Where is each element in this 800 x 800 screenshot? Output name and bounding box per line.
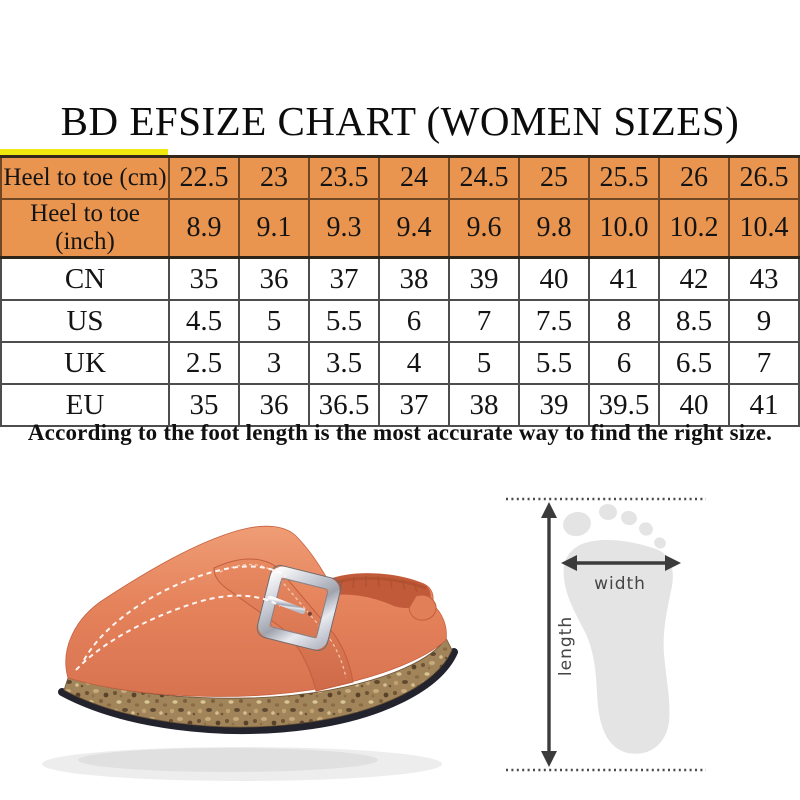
size-value-cell: 25.5 xyxy=(589,157,659,200)
size-value-cell: 8.9 xyxy=(169,199,239,258)
row-header-cell: UK xyxy=(1,342,169,384)
size-value-cell: 6 xyxy=(589,342,659,384)
size-table-row xyxy=(1,342,799,384)
size-value-cell: 7 xyxy=(729,342,799,384)
size-value-cell: 5 xyxy=(449,342,519,384)
size-value-cell: 23.5 xyxy=(309,157,379,200)
page-title: BD EFSIZE CHART (WOMEN SIZES) xyxy=(60,98,740,144)
size-value-cell: 39 xyxy=(519,384,589,426)
size-value-cell: 10.2 xyxy=(659,199,729,258)
size-value-cell: 7 xyxy=(449,300,519,342)
row-header-cell: Heel to toe (cm) xyxy=(1,157,169,200)
size-value-cell: 4 xyxy=(379,342,449,384)
size-value-cell: 40 xyxy=(519,258,589,301)
size-value-cell: 36.5 xyxy=(309,384,379,426)
size-value-cell: 39 xyxy=(449,258,519,301)
size-value-cell: 6.5 xyxy=(659,342,729,384)
size-value-cell: 10.4 xyxy=(729,199,799,258)
caption-text: According to the foot length is the most accurate way to find the right size. xyxy=(27,420,773,445)
size-table-row xyxy=(1,258,799,301)
length-arrow xyxy=(541,502,557,767)
size-value-cell: 41 xyxy=(729,384,799,426)
size-value-cell: 5 xyxy=(239,300,309,342)
size-value-cell: 26.5 xyxy=(729,157,799,200)
size-value-cell: 38 xyxy=(449,384,519,426)
size-value-cell: 37 xyxy=(309,258,379,301)
size-value-cell: 24.5 xyxy=(449,157,519,200)
row-header-cell: Heel to toe (inch) xyxy=(1,199,169,258)
size-value-cell: 23 xyxy=(239,157,309,200)
size-value-cell: 8.5 xyxy=(659,300,729,342)
length-label: length xyxy=(556,615,576,677)
size-value-cell: 5.5 xyxy=(519,342,589,384)
size-value-cell: 10.0 xyxy=(589,199,659,258)
size-value-cell: 37 xyxy=(379,384,449,426)
size-value-cell: 42 xyxy=(659,258,729,301)
size-value-cell: 35 xyxy=(169,258,239,301)
size-value-cell: 9.6 xyxy=(449,199,519,258)
size-value-cell: 40 xyxy=(659,384,729,426)
size-table-row xyxy=(1,300,799,342)
size-value-cell: 22.5 xyxy=(169,157,239,200)
size-table-body xyxy=(1,157,799,427)
shoe-shadow xyxy=(42,747,442,781)
size-value-cell: 35 xyxy=(169,384,239,426)
size-value-cell: 9.4 xyxy=(379,199,449,258)
footprint xyxy=(561,503,673,754)
row-header-cell: CN xyxy=(1,258,169,301)
row-header-cell: EU xyxy=(1,384,169,426)
size-table-row xyxy=(1,199,799,258)
size-value-cell: 9.8 xyxy=(519,199,589,258)
size-table-row xyxy=(1,157,799,200)
shoe-photo xyxy=(28,492,472,800)
size-value-cell: 6 xyxy=(379,300,449,342)
size-value-cell: 26 xyxy=(659,157,729,200)
size-value-cell: 3 xyxy=(239,342,309,384)
size-value-cell: 8 xyxy=(589,300,659,342)
foot-measure-diagram xyxy=(498,486,722,788)
size-value-cell: 3.5 xyxy=(309,342,379,384)
size-value-cell: 39.5 xyxy=(589,384,659,426)
size-value-cell: 41 xyxy=(589,258,659,301)
size-value-cell: 25 xyxy=(519,157,589,200)
size-value-cell: 5.5 xyxy=(309,300,379,342)
size-value-cell: 2.5 xyxy=(169,342,239,384)
width-label: width xyxy=(594,574,646,594)
size-value-cell: 9.1 xyxy=(239,199,309,258)
size-value-cell: 43 xyxy=(729,258,799,301)
size-value-cell: 4.5 xyxy=(169,300,239,342)
row-header-cell: US xyxy=(1,300,169,342)
size-value-cell: 24 xyxy=(379,157,449,200)
size-table xyxy=(0,155,800,427)
size-value-cell: 7.5 xyxy=(519,300,589,342)
size-value-cell: 36 xyxy=(239,258,309,301)
size-value-cell: 9 xyxy=(729,300,799,342)
size-value-cell: 9.3 xyxy=(309,199,379,258)
size-value-cell: 36 xyxy=(239,384,309,426)
size-value-cell: 38 xyxy=(379,258,449,301)
shoe-upper xyxy=(66,526,447,696)
